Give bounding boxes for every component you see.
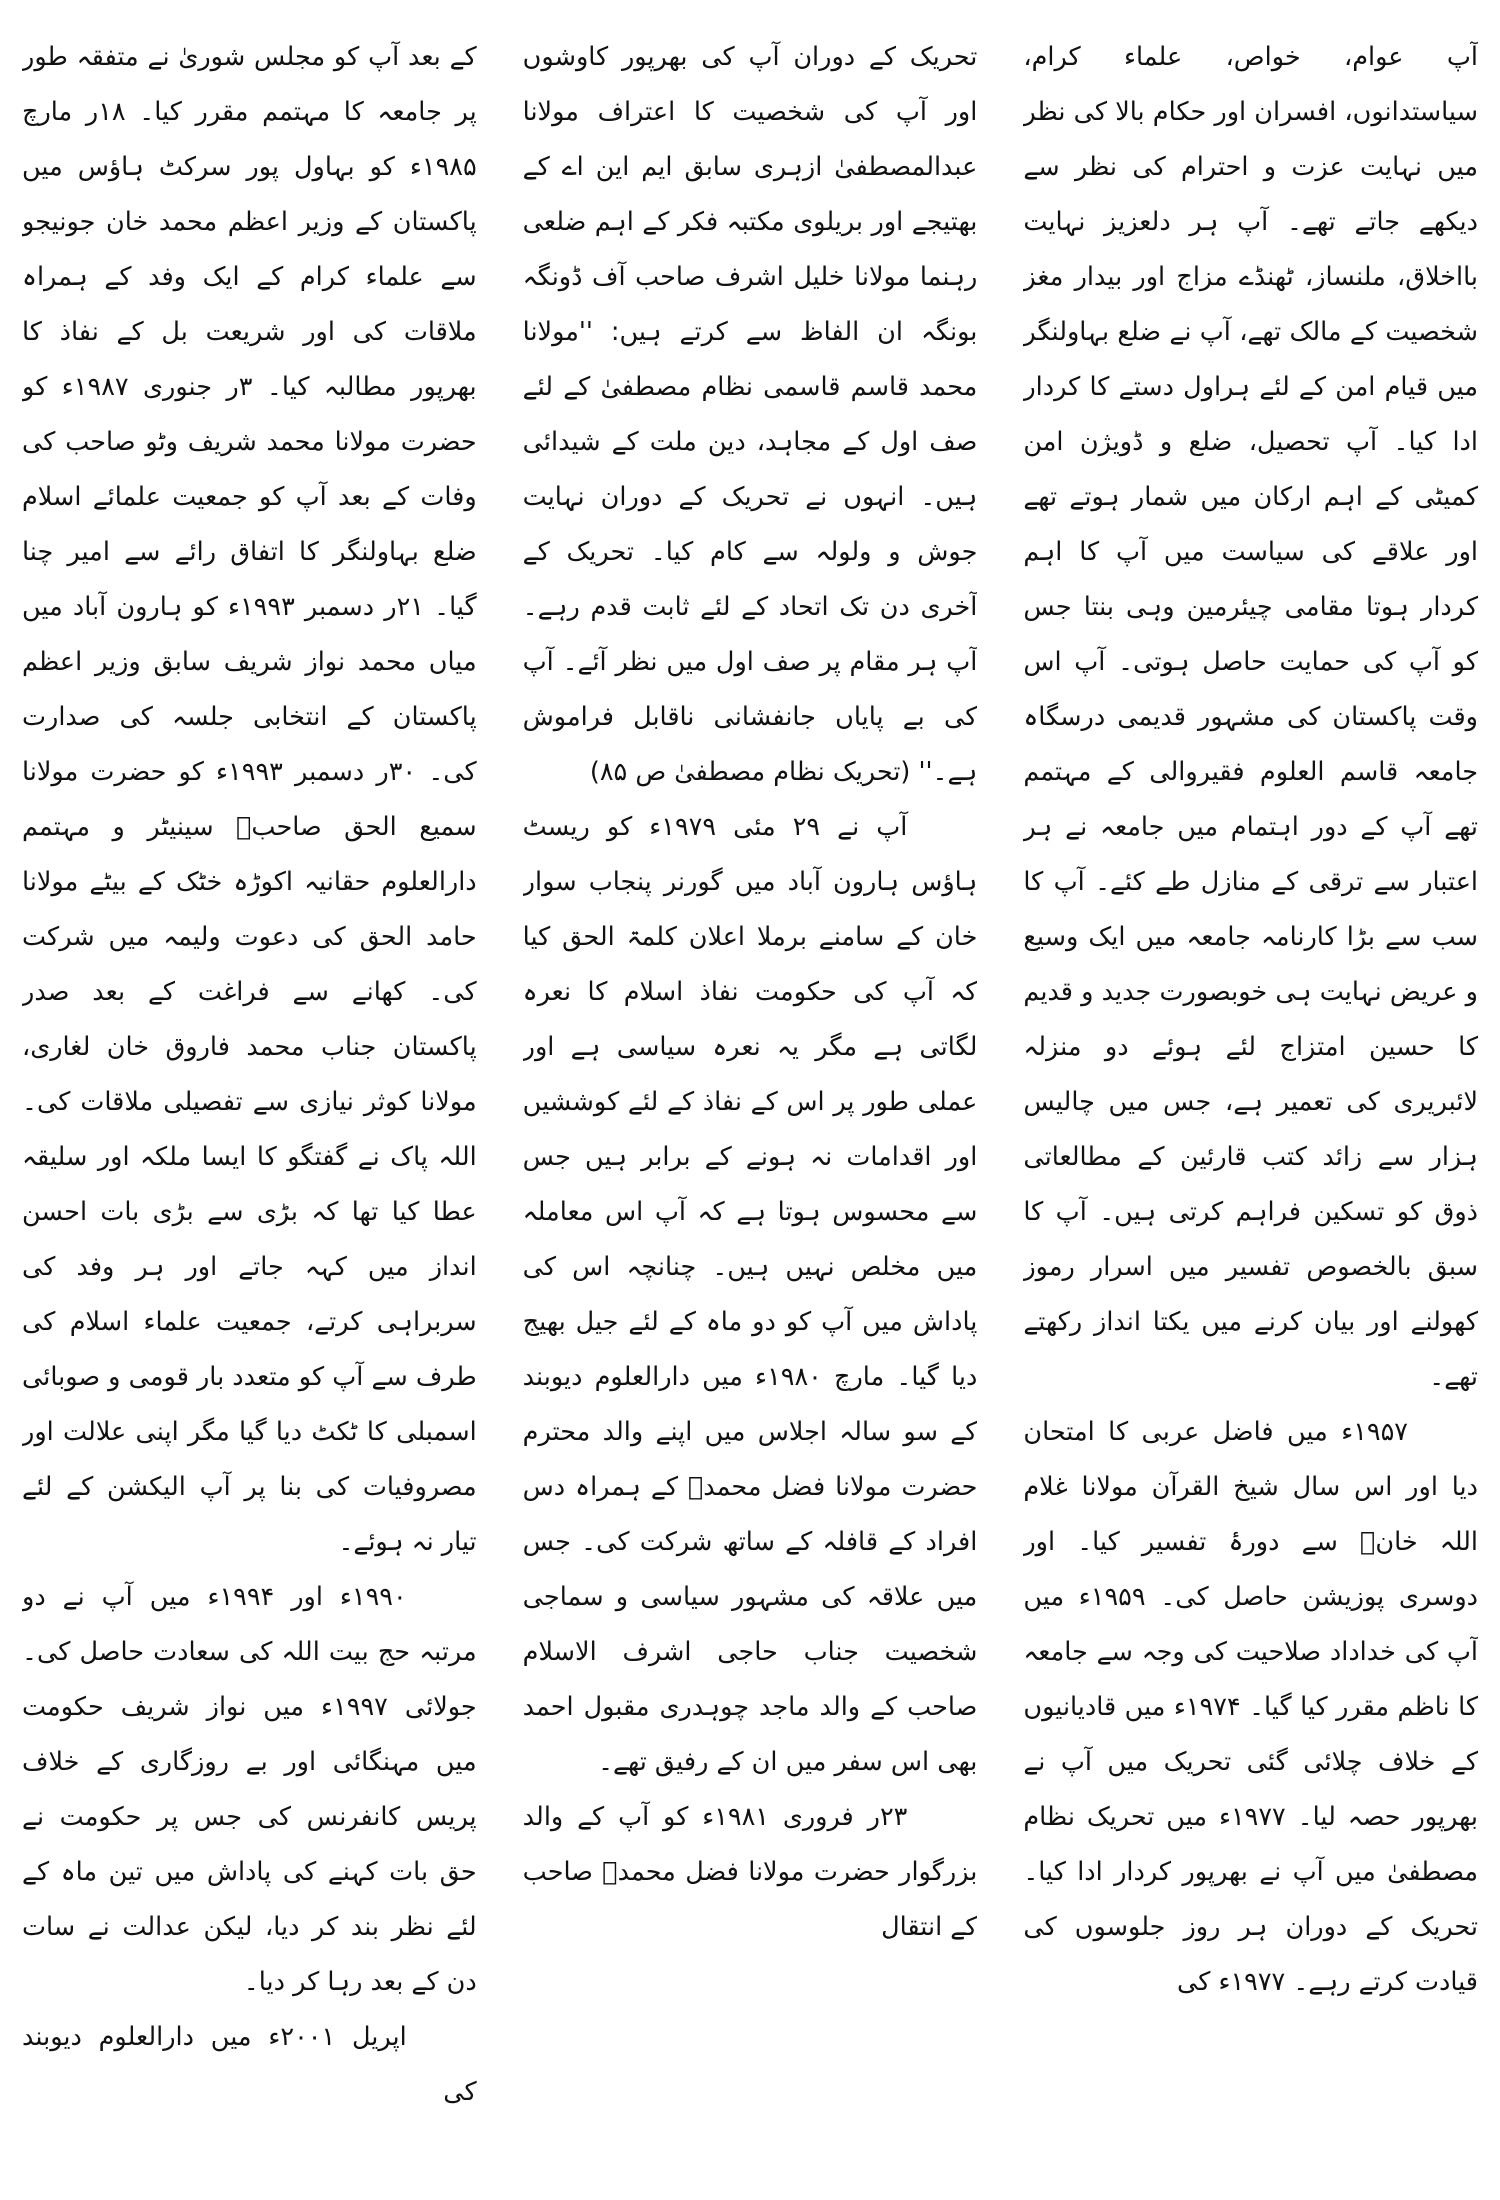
paragraph: آپ نے ۲۹ مئی ۱۹۷۹ء کو ریسٹ ہاؤس ہارون آباد میں گورنر پنجاب سوار خان کے سامنے برملا اعلان کلمۃ الحق کیا کہ آپ کی حکومت نفاذ اسلام کا نعرہ لگاتی ہے مگر یہ نعرہ سیاسی ہے اور عملی طور پر اس کے نفاذ کے لئے کوششیں اور اقدامات نہ ہونے کے برابر ہیں جس سے محسوس ہوتا ہے کہ آپ اس معاملہ میں مخلص نہیں ہیں۔ چنانچہ اس کی پاداش میں آپ کو دو ماہ کے لئے جیل بھیج دیا گیا۔ مارچ ۱۹۸۰ء میں دارالعلوم دیوبند کے سو سالہ اجلاس میں اپنے والد محترم حضرت مولانا فضل محمدؒ کے ہمراہ دس افراد کے قافلہ کے ساتھ شرکت کی۔ جس میں علاقہ کی مشہور سیاسی و سماجی شخصیت جناب حاجی اشرف الاسلام صاحب کے والد ماجد چوہدری مقبول احمد بھی اس سفر میں ان کے رفیق تھے۔ [522,812,978,1777]
paragraph: تحریک کے دوران آپ کی بھرپور کاوشوں اور آپ کی شخصیت کا اعتراف مولانا عبدالمصطفیٰ ازہری سابق ایم این اے کے بھتیجے اور بریلوی مکتبہ فکر کے اہم ضلعی رہنما مولانا خلیل اشرف صاحب آف ڈونگہ بونگہ ان الفاظ سے کرتے ہیں: ''مولانا محمد قاسم قاسمی نظام مصطفیٰ کے لئے صف اول کے مجاہد، دین ملت کے شیدائی ہیں۔ انہوں نے تحریک کے دوران نہایت جوش و ولولہ سے کام کیا۔ تحریک کے آخری دن تک اتحاد کے لئے ثابت قدم رہے۔ آپ ہر مقام پر صف اول میں نظر آئے۔ آپ کی بے پایاں جانفشانی ناقابل فراموش ہے۔'' (تحریک نظام مصطفیٰ ص ۸۵) [522,42,978,787]
paragraph: ۲۳ر فروری ۱۹۸۱ء کو آپ کے والد بزرگوار حضرت مولانا فضل محمدؒ صاحب کے انتقال [522,1802,978,1942]
text-column-right [1023,30,1478,2200]
paragraph: ۱۹۹۰ء اور ۱۹۹۴ء میں آپ نے دو مرتبہ حج بیت اللہ کی سعادت حاصل کی۔ جولائی ۱۹۹۷ء میں نواز شریف حکومت میں مہنگائی اور بے روزگاری کے خلاف پریس کانفرنس کی جس پر حکومت نے حق بات کہنے کی پاداش میں تین ماہ کے لئے نظر بند کر دیا، لیکن عدالت نے سات دن کے بعد رہا کر دیا۔ [22,1582,477,1997]
paragraph: کے بعد آپ کو مجلس شوریٰ نے متفقہ طور پر جامعہ کا مہتمم مقرر کیا۔ ۱۸ر مارچ ۱۹۸۵ء کو بہاول پور سرکٹ ہاؤس میں پاکستان کے وزیر اعظم محمد خان جونیجو سے علماء کرام کے ایک وفد کے ہمراہ ملاقات کی اور شریعت بل کے نفاذ کا بھرپور مطالبہ کیا۔ ۳ر جنوری ۱۹۸۷ء کو حضرت مولانا محمد شریف وٹو صاحب کی وفات کے بعد آپ کو جمعیت علمائے اسلام ضلع بہاولنگر کا اتفاق رائے سے امیر چنا گیا۔ ۲۱ر دسمبر ۱۹۹۳ء کو ہارون آباد میں میاں محمد نواز شریف سابق وزیر اعظم پاکستان کے انتخابی جلسہ کی صدارت کی۔ ۳۰ر دسمبر ۱۹۹۳ء کو حضرت مولانا سمیع الحق صاحبؒ سینیٹر و مہتمم دارالعلوم حقانیہ اکوڑہ خٹک کے بیٹے مولانا حامد الحق کی دعوت ولیمہ میں شرکت کی۔ کھانے سے فراغت کے بعد صدر پاکستان جناب محمد فاروق خان لغاری، مولانا کوثر نیازی سے تفصیلی ملاقات کی۔ اللہ پاک نے گفتگو کا ایسا ملکہ اور سلیقہ عطا کیا تھا کہ بڑی سے بڑی بات احسن انداز میں کہہ جاتے اور ہر وفد کی سربراہی کرتے، جمعیت علماء اسلام کی طرف سے آپ کو متعدد بار قومی و صوبائی اسمبلی کا ٹکٹ دیا گیا مگر اپنی علالت اور مصروفیات کی بنا پر آپ الیکشن کے لئے تیار نہ ہوئے۔ [22,42,477,1557]
paragraph: آپ عوام، خواص، علماء کرام، سیاستدانوں، افسران اور حکام بالا کی نظر میں نہایت عزت و احترام کی نظر سے دیکھے جاتے تھے۔ آپ ہر دلعزیز نہایت بااخلاق، ملنساز، ٹھنڈے مزاج اور بیدار مغز شخصیت کے مالک تھے، آپ نے ضلع بہاولنگر میں قیام امن کے لئے ہراول دستے کا کردار ادا کیا۔ آپ تحصیل، ضلع و ڈویژن امن کمیٹی کے اہم ارکان میں شمار ہوتے تھے اور علاقے کی سیاست میں آپ کا اہم کردار ہوتا مقامی چیئرمین وہی بنتا جس کو آپ کی حمایت حاصل ہوتی۔ آپ اس وقت پاکستان کی مشہور قدیمی درسگاہ جامعہ قاسم العلوم فقیروالی کے مہتمم تھے آپ کے دور اہتمام میں جامعہ نے ہر اعتبار سے ترقی کے منازل طے کئے۔ آپ کا سب سے بڑا کارنامہ جامعہ میں ایک وسیع و عریض نہایت ہی خوبصورت جدید و قدیم کا حسین امتزاج لئے ہوئے دو منزلہ لائبریری کی تعمیر ہے، جس میں چالیس ہزار سے زائد کتب قارئین کے مطالعاتی ذوق کو تسکین فراہم کرتی ہیں۔ آپ کا سبق بالخصوص تفسیر میں اسرار رموز کھولنے اور بیان کرنے میں یکتا انداز رکھتے تھے۔ [1023,42,1478,1392]
paragraph: اپریل ۲۰۰۱ء میں دارالعلوم دیوبند کی [22,2022,477,2107]
text-column-left [22,30,477,2200]
paragraph: ۱۹۵۷ء میں فاضل عربی کا امتحان دیا اور اس سال شیخ القرآن مولانا غلام اللہ خانؒ سے دورۂ تفسیر کیا۔ اور دوسری پوزیشن حاصل کی۔ ۱۹۵۹ء میں آپ کی خداداد صلاحیت کی وجہ سے جامعہ کا ناظم مقرر کیا گیا۔ ۱۹۷۴ء میں قادیانیوں کے خلاف چلائی گئی تحریک میں آپ نے بھرپور حصہ لیا۔ ۱۹۷۷ء میں تحریک نظام مصطفیٰ میں آپ نے بھرپور کردار ادا کیا۔ تحریک کے دوران ہر روز جلوسوں کی قیادت کرتے رہے۔ ۱۹۷۷ء کی [1023,1417,1478,1997]
text-column-middle [523,30,978,2200]
